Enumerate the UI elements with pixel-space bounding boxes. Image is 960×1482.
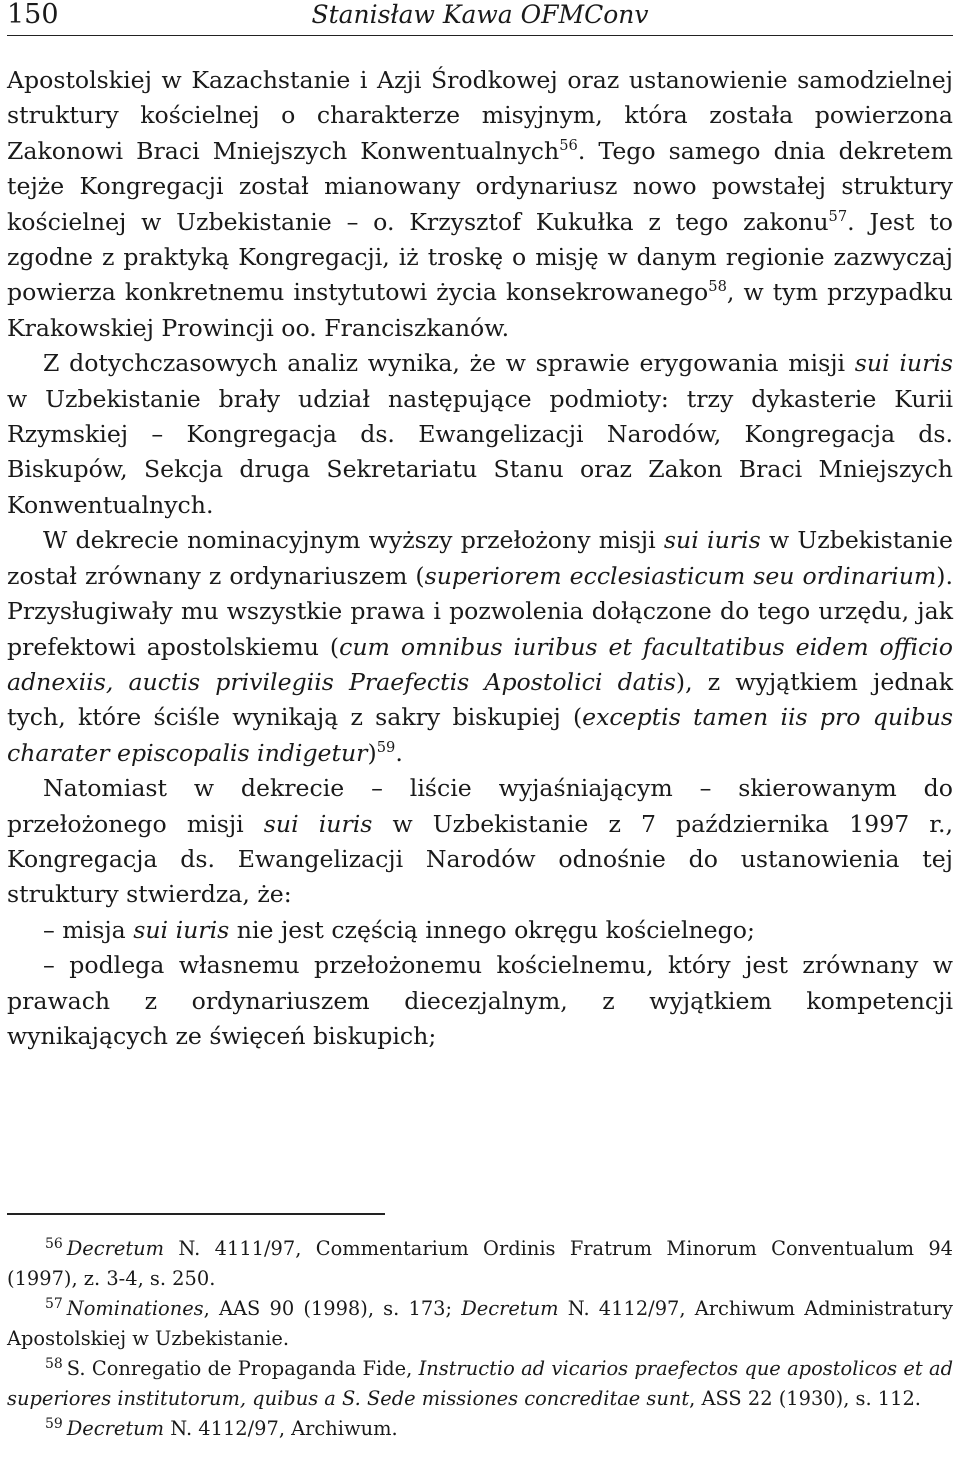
header-rule bbox=[7, 35, 953, 36]
text-run: , AAS 90 (1998), s. 173; bbox=[203, 1297, 462, 1320]
text-run: Natomiast w dekrecie – liście wyjaśniającym – skierowanym do przełożonego misji bbox=[7, 774, 953, 838]
footnote-56 bbox=[7, 1234, 953, 1294]
list-item bbox=[7, 913, 953, 948]
latin-term: sui iuris bbox=[133, 915, 230, 944]
footnote-number: 58 bbox=[45, 1355, 63, 1372]
text-run: w Uzbekistanie z 7 października 1997 r., Kongregacja ds. Ewangelizacji Narodów odnośnie do ustanowienia tej struktury stwierdza, że: bbox=[7, 809, 953, 909]
latin-quote: superiorem ecclesiasticum seu ordinarium bbox=[424, 561, 937, 590]
text-run: . Tego samego dnia dekretem tejże Kongregacji został mianowany ordynariusz nowo powstałej struktury kościelnej w Uzbekistanie – o. Krzysztof Kukułka z tego zakonu bbox=[7, 136, 953, 236]
list-item bbox=[7, 948, 953, 1054]
text-run: N. 4111/97, Commentarium Ordinis Fratrum Minorum Conventualum 94 (1997), z. 3-4, s. 250. bbox=[7, 1237, 953, 1290]
footnote-separator bbox=[7, 1213, 385, 1215]
paragraph-2 bbox=[7, 346, 953, 523]
latin-quote: cum omnibus iuribus et facultatibus eidem officio adnexiis, auctis privilegiis Praefectis Apostolici datis bbox=[7, 632, 953, 696]
text-run: , ASS 22 (1930), s. 112. bbox=[689, 1387, 921, 1410]
paragraph-3 bbox=[7, 523, 953, 771]
footnote-ref-59[interactable]: 59 bbox=[376, 738, 396, 756]
main-text bbox=[7, 63, 953, 1054]
text-run: N. 4112/97, Archiwum Administratury Apostolskiej w Uzbekistanie. bbox=[7, 1297, 953, 1350]
footnote-57 bbox=[7, 1294, 953, 1354]
latin-quote: exceptis tamen iis pro quibus charater episcopalis indigetur bbox=[7, 703, 953, 767]
footnote-ref-57[interactable]: 57 bbox=[828, 207, 848, 225]
text-run: nie jest częścią innego okręgu kościelnego; bbox=[229, 915, 755, 944]
text-run: ), z wyjątkiem jednak tych, które ściśle wynikają z sakry biskupiej ( bbox=[7, 667, 953, 732]
text-run: . bbox=[395, 738, 403, 767]
text-run: ) bbox=[367, 738, 377, 767]
text-run: . Jest to zgodne z praktyką Kongregacji, iż troskę o misję w danym regionie zazwyczaj powierza konkretnemu instytutowi życia konsekrowanego bbox=[7, 207, 953, 307]
text-run: Z dotychczasowych analiz wynika, że w sprawie erygowania misji bbox=[43, 349, 855, 378]
text-run: – misja bbox=[43, 915, 134, 944]
footnote-59 bbox=[7, 1414, 953, 1444]
text-run: , w tym przypadku Krakowskiej Prowincji oo. Franciszkanów. bbox=[7, 278, 953, 342]
source-title: Nominationes bbox=[66, 1297, 204, 1320]
footnote-58 bbox=[7, 1354, 953, 1414]
running-title: Stanisław Kawa OFMConv bbox=[311, 0, 649, 29]
footnote-number: 57 bbox=[45, 1295, 63, 1312]
text-run: W dekrecie nominacyjnym wyższy przełożony misji bbox=[43, 526, 664, 555]
footnote-ref-58[interactable]: 58 bbox=[708, 278, 727, 296]
text-run: S. Conregatio de Propaganda Fide, bbox=[66, 1357, 419, 1380]
source-title: Decretum bbox=[461, 1297, 559, 1320]
latin-term: sui iuris bbox=[854, 349, 953, 378]
footnote-ref-56[interactable]: 56 bbox=[559, 136, 578, 154]
text-run: – podlega własnemu przełożonemu kościelnemu, który jest zrównany w prawach z ordynariuszem diecezjalnym, z wyjątkiem kompetencji wynikających ze święceń biskupich; bbox=[7, 951, 953, 1050]
text-run: Apostolskiej w Kazachstanie i Azji Środkowej oraz ustanowienie samodzielnej struktury kościelnej o charakterze misyjnym, która została powierzona Zakonowi Braci Mniejszych Konwentualnych bbox=[7, 66, 953, 165]
footnote-number: 56 bbox=[45, 1235, 63, 1252]
latin-term: sui iuris bbox=[263, 809, 373, 838]
paragraph-1 bbox=[7, 63, 953, 346]
latin-term: sui iuris bbox=[663, 526, 761, 555]
page-number: 150 bbox=[7, 0, 59, 30]
source-title: Decretum bbox=[66, 1417, 165, 1440]
source-title: Decretum bbox=[66, 1237, 165, 1260]
footnote-number: 59 bbox=[45, 1415, 63, 1432]
text-run: N. 4112/97, Archiwum. bbox=[164, 1417, 398, 1440]
text-run: w Uzbekistanie został zrównany z ordynariuszem ( bbox=[7, 526, 953, 590]
text-run: ). Przysługiwały mu wszystkie prawa i pozwolenia dołączone do tego urzędu, jak prefektowi apostolskiemu ( bbox=[7, 561, 953, 661]
source-title: Instructio ad vicarios praefectos que apostolicos et ad superiores institutorum, quibus a S. Sede missiones concreditae sunt bbox=[7, 1357, 953, 1410]
footnotes bbox=[7, 1234, 953, 1444]
paragraph-4 bbox=[7, 771, 953, 913]
text-run: w Uzbekistanie brały udział następujące podmioty: trzy dykasterie Kurii Rzymskiej – Kongregacja ds. Ewangelizacji Narodów, Kongregacja ds. Biskupów, Sekcja druga Sekretariatu Stanu oraz Zakon Braci Mniejszych Konwentualnych. bbox=[7, 384, 953, 519]
page-header bbox=[7, 0, 953, 34]
